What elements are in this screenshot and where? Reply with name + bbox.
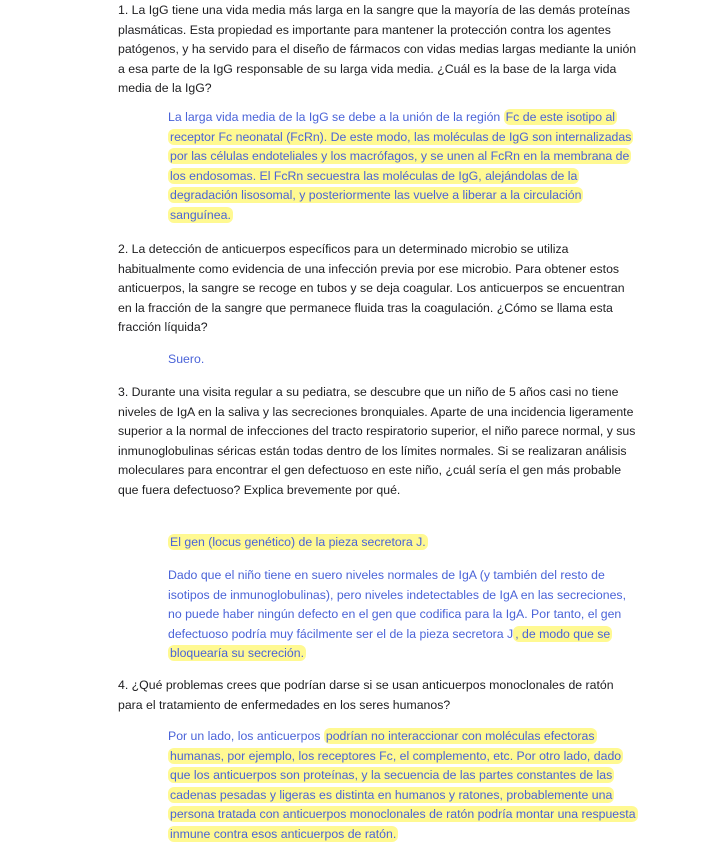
answer-3-explanation [168, 566, 642, 664]
answer-1-text: La larga vida media de la IgG se debe a la unión de la región [168, 110, 504, 124]
answer-3-gene-highlight: El gen (locus genético) de la pieza secretora J. [170, 535, 426, 549]
answer-3-explanation-highlight: , de modo que se bloquearía su secreción. [170, 626, 611, 661]
answer-2: Suero. [168, 352, 205, 366]
answer-1-highlight: Fc de este isotipo al receptor Fc neonatal (FcRn). De este modo, las moléculas de IgG son internalizadas por las células endoteliales y los macrófagos, y se unen al FcRn en la membrana de los endosomas. El FcRn secuestra las moléculas de IgG, alejándolas de la degradación lisosomal, y posteriormente las vuelve a liberar a la circulación sanguínea. [170, 110, 632, 222]
answer-4-highlight: podrían no interaccionar con moléculas efectoras humanas, por ejemplo, los receptores Fc, el complemento, etc. Por otro lado, dado que los anticuerpos son proteínas, y la secuencia de las partes constantes de las cadenas pesadas y ligeras es distinta en humanos y ratones, probablemente una persona tratada con anticuerpos monoclonales de ratón podría montar una respuesta inmune contra esos anticuerpos de ratón. [170, 729, 636, 841]
answer-3-explanation-text: Dado que el niño tiene en suero niveles normales de IgA (y también del resto de isotipos de inmunoglobulinas), pero niveles indetectables de IgA en las secreciones, no puede haber ningún defecto en el gen que codifica para la IgA. Por tanto, el gen defectuoso podría muy fácilmente ser el de la pieza secretora J [168, 568, 626, 641]
answer-4 [168, 727, 642, 845]
question-3: 3. Durante una visita regular a su pediatra, se descubre que un niño de 5 años casi no tiene niveles de IgA en la saliva y las secreciones bronquiales. Aparte de una incidencia ligeramente superior a la normal de infecciones del tracto respiratorio superior, el niño parece normal, y sus inmunoglobulinas séricas están todas dentro de los límites normales. Si se realizaran análisis moleculares para encontrar el gen defectuoso en este niño, ¿cuál sería el gen más probable que fuera defectuoso? Explica brevemente por qué. [118, 385, 636, 497]
question-2: 2. La detección de anticuerpos específicos para un determinado microbio se utiliza habitualmente como evidencia de una infección previa por ese microbio. Para obtener estos anticuerpos, la sangre se recoge en tubos y se deja coagular. Los anticuerpos se encuentran en la fracción de la sangre que permanece fluida tras la coagulación. ¿Cómo se llama esta fracción líquida? [118, 242, 625, 335]
answer-4-text: Por un lado, los anticuerpos [168, 729, 324, 743]
question-4: 4. ¿Qué problemas crees que podrían darse si se usan anticuerpos monoclonales de ratón para el tratamiento de enfermedades en los seres humanos? [118, 678, 614, 712]
answer-1 [168, 108, 642, 226]
answer-3-gene [168, 533, 642, 553]
question-1: 1. La IgG tiene una vida media más larga en la sangre que la mayoría de las demás proteínas plasmáticas. Esta propiedad es importante para mantener la protección contra los agentes patógenos, y ha servido para el diseño de fármacos con vidas medias largas mediante la unión a esa parte de la IgG responsable de su larga vida media. ¿Cuál es la base de la larga vida media de la IgG? [118, 3, 637, 96]
